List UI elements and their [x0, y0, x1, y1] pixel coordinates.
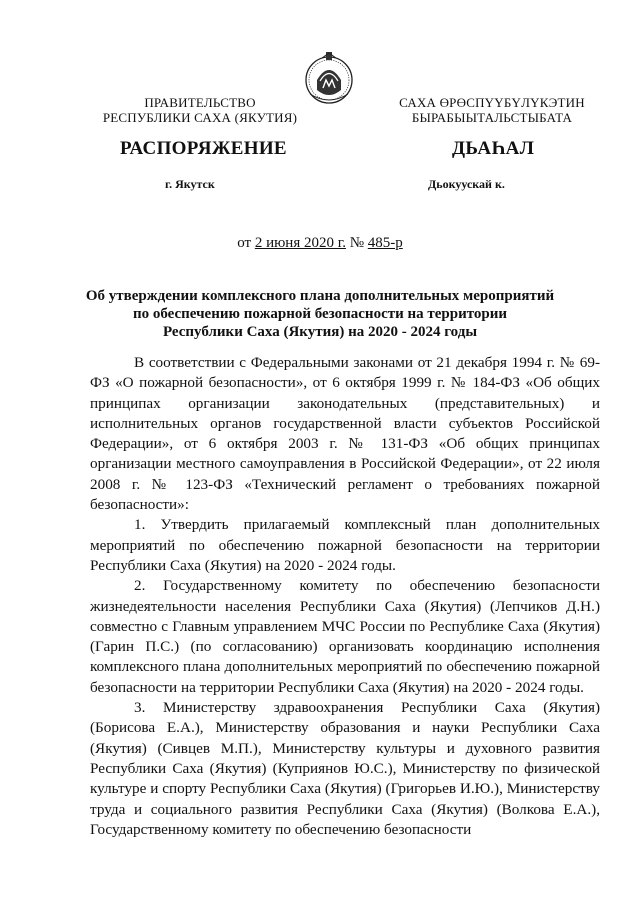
preamble-paragraph: В соответствии с Федеральными законами от 21 декабря 1994 г. № 69-ФЗ «О пожарной безопасности», от 6 октября 1999 г. № 184-ФЗ «Об общих принципах организации законодательных (представительных) и исполнительных органов государственной власти субъектов Российской Федерации», от 6 октября 2003 г. № 131-ФЗ «Об общих принципах организации местного самоуправления в Российской Федерации», от 22 июля 2008 г. № 123-ФЗ «Технический регламент о требованиях пожарной безопасности»:	[90, 354, 600, 514]
clause-2-paragraph: 2. Государственному комитету по обеспечению безопасности жизнедеятельности населения Республики Саха (Якутия) (Лепчиков Д.Н.) совместно с Главным управлением МЧС России по Республике Саха (Якутия) (Гарин П.С.) (по согласованию) организовать координацию исполнения комплексного плана дополнительных мероприятий по обеспечению пожарной безопасности на территории Республики Саха (Якутия) на 2020 - 2024 годы.	[90, 577, 600, 696]
issuer-line-2: РЕСПУБЛИКИ САХА (ЯКУТИЯ)	[102, 110, 298, 125]
issuer-line-1-yakut: САХА ӨРӨСПҮҮБҮЛҮКЭТИН	[399, 95, 585, 110]
issuer-name-yakut	[388, 95, 596, 125]
document-title	[80, 287, 560, 341]
city-yakut: Дьокуускай к.	[428, 177, 505, 191]
order-prefix: от	[237, 235, 252, 251]
order-number-sign: №	[349, 235, 365, 251]
issuer-line-2-yakut: БЫРАБЫЫТАЛЬСТЫБАТА	[411, 110, 573, 125]
order-date: 2 июня 2020 г.	[254, 235, 346, 251]
clause-3-paragraph: 3. Министерству здравоохранения Республики Саха (Якутия) (Борисова Е.А.), Министерству образования и науки Республики Саха (Якутия) (Сивцев М.П.), Министерству культуры и духовного развития Республики Саха (Якутия) (Куприянов Ю.С.), Министерству по физической культуре и спорту Республики Саха (Якутия) (Григорьев И.Ю.), Министерству труда и социального развития Республики Саха (Якутия) (Волкова Е.А.), Государственному комитету по обеспечению безопасности	[90, 699, 600, 838]
clause-1-paragraph: 1. Утвердить прилагаемый комплексный план дополнительных мероприятий по обеспечению пожарной безопасности на территории Республики Саха (Якутия) на 2020 - 2024 годы.	[90, 516, 600, 574]
document-type-yakut: ДЬАҺАЛ	[452, 138, 535, 159]
document-body	[90, 353, 600, 840]
order-number: 485-р	[367, 235, 403, 251]
city-russian: г. Якутск	[165, 177, 215, 191]
title-line: Республики Саха (Якутия) на 2020 - 2024 годы	[162, 324, 478, 340]
issuer-line-1: ПРАВИТЕЛЬСТВО	[144, 95, 256, 110]
coat-of-arms-emblem-icon	[304, 50, 354, 106]
document-type-russian: РАСПОРЯЖЕНИЕ	[120, 138, 287, 159]
title-line: Об утверждении комплексного плана дополнительных мероприятий	[85, 288, 555, 304]
issuer-name-russian	[96, 95, 304, 125]
title-line: по обеспечению пожарной безопасности на территории	[132, 306, 508, 322]
order-date-number	[0, 235, 640, 252]
